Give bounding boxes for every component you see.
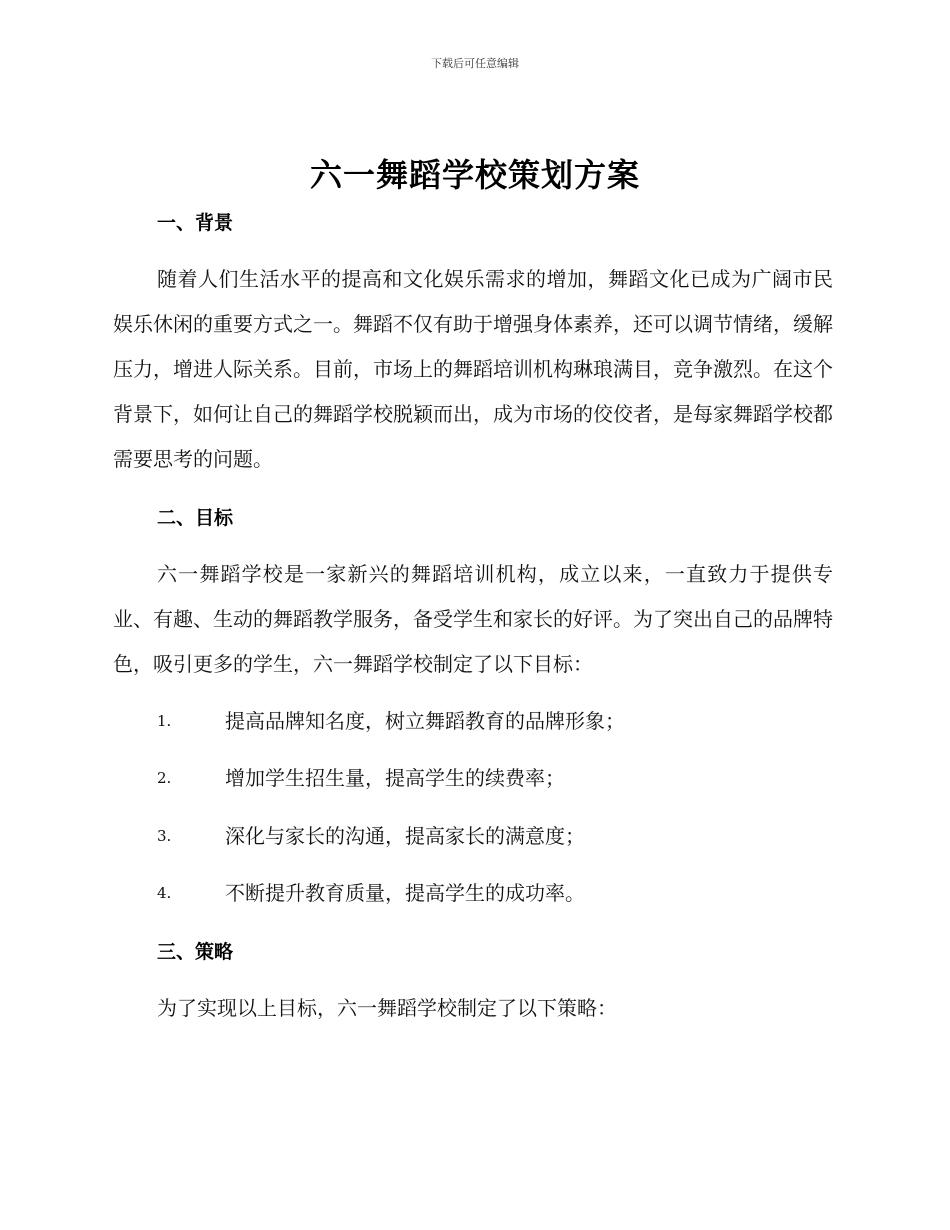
document-title: 六一舞蹈学校策划方案 xyxy=(309,156,640,194)
background-paragraph: 随着人们生活水平的提高和文化娱乐需求的增加，舞蹈文化已成为广阔市民娱乐休闲的重要方式之一。舞蹈不仅有助于增强身体素养，还可以调节情绪，缓解压力，增进人际关系。目前，市场上的舞蹈培训机构琳琅满目，竞争激烈。在这个背景下，如何让自己的舞蹈学校脱颖而出，成为市场的佼佼者，是每家舞蹈学校都需要思考的问题。 xyxy=(113,267,833,471)
list-item-number: 2. xyxy=(157,769,172,787)
list-item xyxy=(157,878,837,908)
list-item-number: 1. xyxy=(157,712,172,730)
list-item xyxy=(157,821,837,851)
list-item-number: 4. xyxy=(157,884,172,902)
list-item-number: 3. xyxy=(157,827,172,845)
list-item-text: 提高品牌知名度，树立舞蹈教育的品牌形象； xyxy=(225,709,625,733)
section-heading-strategy: 三、策略 xyxy=(157,941,234,963)
strategy-paragraph: 为了实现以上目标，六一舞蹈学校制定了以下策略： xyxy=(157,996,617,1020)
header-note: 下载后可任意编辑 xyxy=(431,57,519,70)
section-heading-background: 一、背景 xyxy=(157,212,234,234)
list-item-text: 深化与家长的沟通，提高家长的满意度； xyxy=(225,824,585,848)
list-item xyxy=(157,763,837,793)
list-item-text: 不断提升教育质量，提高学生的成功率。 xyxy=(225,881,585,905)
list-item-text: 增加学生招生量，提高学生的续费率； xyxy=(225,766,565,790)
section-heading-goals: 二、目标 xyxy=(157,507,234,529)
goals-paragraph: 六一舞蹈学校是一家新兴的舞蹈培训机构，成立以来，一直致力于提供专业、有趣、生动的舞蹈教学服务，备受学生和家长的好评。为了突出自己的品牌特色，吸引更多的学生，六一舞蹈学校制定了以下目标： xyxy=(113,562,833,676)
list-item xyxy=(157,706,837,736)
